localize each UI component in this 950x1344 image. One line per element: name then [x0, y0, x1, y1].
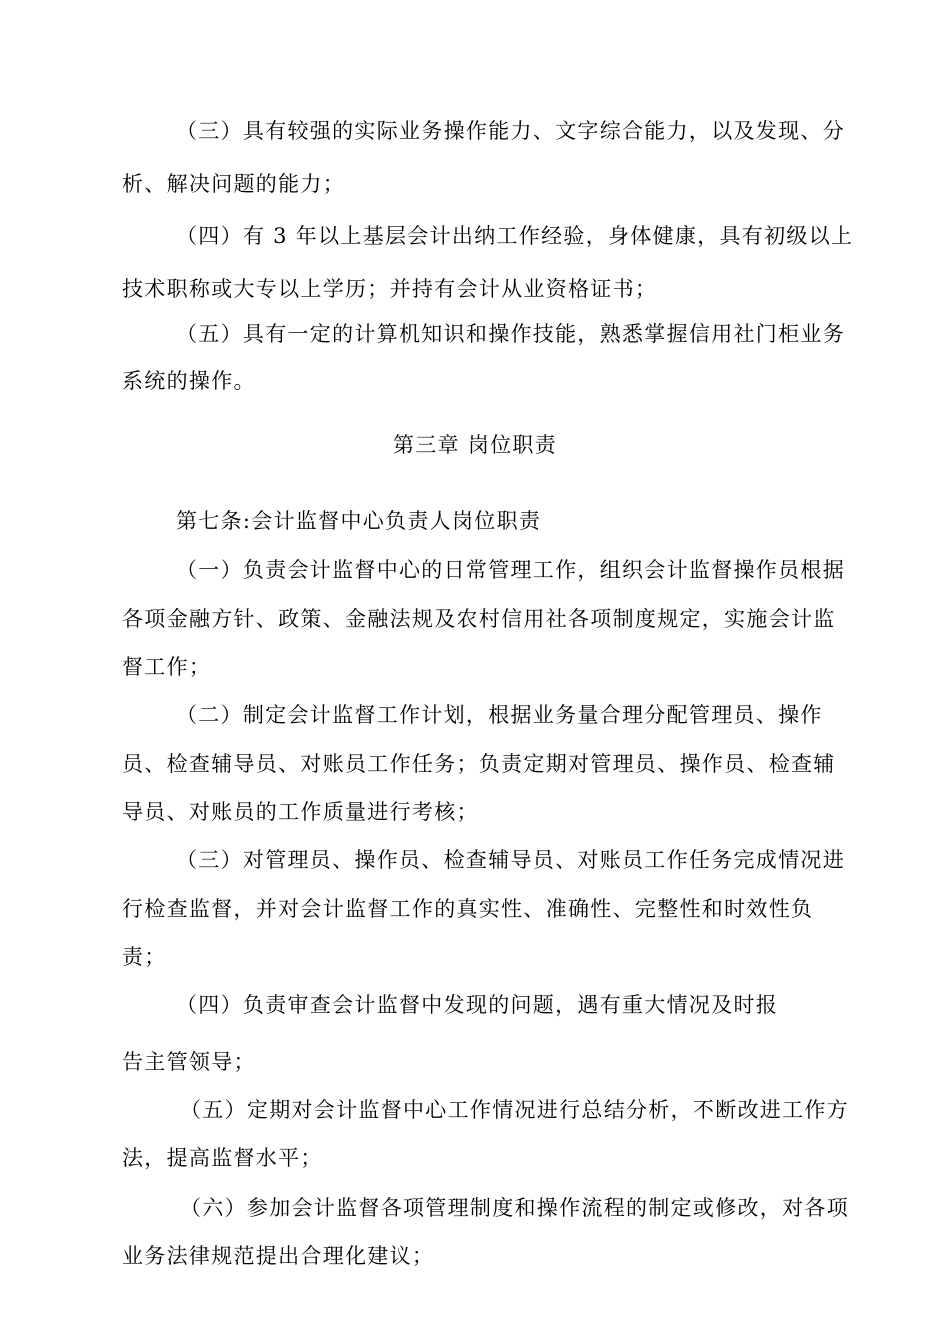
paragraph-line: （五）具有一定的计算机知识和操作技能，熟悉掌握信用社门柜业务: [176, 322, 845, 346]
paragraph-line: 系统的操作。: [122, 369, 256, 393]
paragraph-line: （三）对管理员、操作员、检查辅导员、对账员工作任务完成情况进: [176, 848, 845, 872]
paragraph-line: 各项金融方针、政策、金融法规及农村信用社各项制度规定，实施会计监: [122, 607, 836, 631]
paragraph-line: （五）定期对会计监督中心工作情况进行总结分析，不断改进工作方: [180, 1098, 849, 1122]
article-heading: 第七条:会计监督中心负责人岗位职责: [176, 509, 542, 533]
paragraph-line: 导员、对账员的工作质量进行考核；: [122, 800, 479, 824]
paragraph-line: 告主管领导；: [122, 1050, 256, 1074]
paragraph-line: （三）具有较强的实际业务操作能力、文字综合能力，以及发现、分: [176, 119, 845, 143]
paragraph-line: 责；: [122, 945, 167, 969]
paragraph-line: 业务法律规范提出合理化建议；: [122, 1244, 435, 1268]
paragraph-line: 析、解决问题的能力；: [122, 172, 345, 196]
paragraph-line: （四）有 3 年以上基层会计出纳工作经验，身体健康，具有初级以上: [176, 224, 854, 248]
paragraph-line: （四）负责审查会计监督中发现的问题，遇有重大情况及时报: [176, 993, 779, 1017]
paragraph-line: （一）负责会计监督中心的日常管理工作，组织会计监督操作员根据: [176, 558, 845, 582]
paragraph-line: 法，提高监督水平；: [122, 1146, 323, 1170]
chapter-heading: 第三章 岗位职责: [392, 433, 558, 457]
paragraph-line: （六）参加会计监督各项管理制度和操作流程的制定或修改，对各项: [180, 1196, 849, 1220]
paragraph-line: 员、检查辅导员、对账员工作任务；负责定期对管理员、操作员、检查辅: [122, 752, 836, 776]
paragraph-line: 技术职称或大专以上学历；并持有会计从业资格证书；: [122, 277, 658, 301]
paragraph-line: （二）制定会计监督工作计划，根据业务量合理分配管理员、操作: [176, 703, 823, 727]
paragraph-line: 行检查监督，并对会计监督工作的真实性、准确性、完整性和时效性负: [122, 897, 814, 921]
paragraph-line: 督工作；: [122, 655, 212, 679]
